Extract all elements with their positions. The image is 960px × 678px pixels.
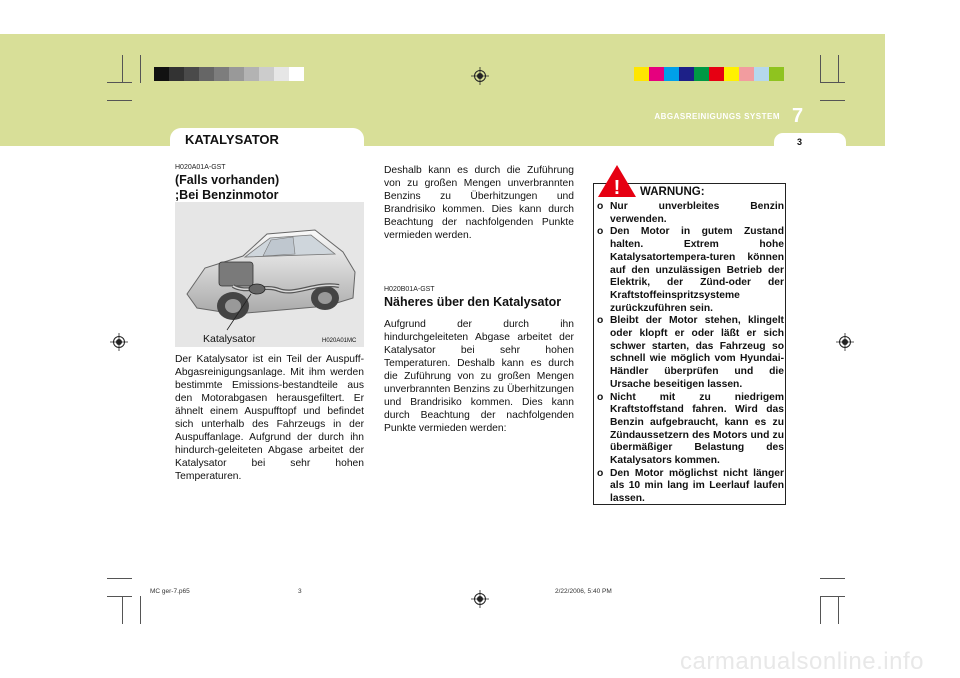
warning-item-text: Nicht mit zu niedrigem Kraftstoffstand fahren. Wird das Benzin aufgebraucht, kann es zu Zündaussetzern des Motors und zu übermäßiger Belastung des Katalysators kommen. xyxy=(610,391,784,467)
warning-item xyxy=(597,201,784,226)
crop-mark xyxy=(107,100,132,101)
bullet: o xyxy=(597,467,604,479)
bullet: o xyxy=(597,391,604,403)
car-illustration xyxy=(175,202,364,347)
calibration-swatch xyxy=(289,67,304,81)
figure-label: Katalysator xyxy=(203,333,256,345)
calibration-swatch xyxy=(739,67,754,81)
middle-column xyxy=(384,164,574,435)
intro-paragraph: Deshalb kann es durch die Zuführung von zu großen Mengen unverbrannten Benzins zu Überhitzungen und Brandrisiko kommen. Dies kann durch Beachtung der nachfolgenden Punkte vermieden werden. xyxy=(384,165,574,241)
calibration-swatch xyxy=(709,67,724,81)
warning-title: WARNUNG: xyxy=(640,186,705,198)
section-heading: Näheres über den Katalysator xyxy=(384,295,562,309)
crop-mark xyxy=(838,596,839,624)
crop-mark xyxy=(838,55,839,83)
bullet: o xyxy=(597,226,604,238)
bullet: o xyxy=(597,201,604,212)
page-number-tab xyxy=(774,133,846,151)
chapter-number: 7 xyxy=(792,105,804,127)
section-code: H020A01A-GST xyxy=(175,164,226,171)
footer-date: 2/22/2006, 5:40 PM xyxy=(555,588,612,595)
watermark: carmanualsonline.info xyxy=(680,648,924,675)
header-band xyxy=(0,34,885,146)
warning-glyph: ! xyxy=(613,177,621,198)
calibration-swatch xyxy=(274,67,289,81)
color-calibration-strip xyxy=(634,67,784,81)
section-title: KATALYSATOR xyxy=(185,132,279,147)
calibration-swatch xyxy=(694,67,709,81)
warning-list xyxy=(597,201,784,506)
warning-item xyxy=(597,226,784,315)
calibration-swatch xyxy=(679,67,694,81)
section-code: H020B01A-GST xyxy=(384,286,435,293)
calibration-swatch xyxy=(769,67,784,81)
calibration-swatch xyxy=(664,67,679,81)
calibration-swatch xyxy=(184,67,199,81)
chapter-title: ABGASREINIGUNGS SYSTEM xyxy=(654,112,780,121)
crop-mark xyxy=(820,596,821,624)
crop-mark xyxy=(140,55,141,83)
crop-mark xyxy=(820,100,845,101)
left-column-header xyxy=(175,164,364,203)
calibration-swatch xyxy=(259,67,274,81)
catalytic-converter-figure xyxy=(175,202,364,347)
calibration-swatch xyxy=(214,67,229,81)
crop-mark xyxy=(122,55,123,83)
body-paragraph: Der Katalysator ist ein Teil der Auspuff-Abgasreinigungsanlage. Mit ihm werden bestimmte Emissions-bestandteile aus den Motorabgasen herausgefiltert. Er ähnelt einem Auspufftopf und befindet sich unterhalb des Fahrzeugs in der Auspuffanlage. Aufgrund der durch ihn hindurch-geleiteten Abgase arbeitet der Katalysator bei sehr hohen Temperaturen. xyxy=(175,354,364,482)
calibration-swatch xyxy=(244,67,259,81)
crop-mark xyxy=(122,596,123,624)
crop-mark xyxy=(107,82,132,83)
warning-item-text: Nur unverbleites Benzin verwenden. xyxy=(610,201,784,225)
calibration-swatch xyxy=(169,67,184,81)
warning-item xyxy=(597,392,784,468)
bullet: o xyxy=(597,315,604,327)
crop-mark xyxy=(820,82,845,83)
calibration-swatch xyxy=(634,67,649,81)
crop-mark xyxy=(107,578,132,579)
calibration-swatch xyxy=(649,67,664,81)
warning-item xyxy=(597,315,784,391)
calibration-swatch xyxy=(154,67,169,81)
left-column-body xyxy=(175,353,364,483)
footer-filename: MC ger-7.p65 xyxy=(150,588,190,595)
registration-mark-icon xyxy=(471,590,489,608)
warning-item-text: Den Motor in gutem Zustand halten. Extrem hohe Katalysatortempera-turen können auf den unzulässigen Betrieb der Elektrik, der Zünd-oder der Kraftstoffeinspritzsysteme zurückzuführen sein. xyxy=(610,226,784,314)
warning-item-text: Den Motor möglichst nicht länger als 10 min lang im Leerlauf laufen lassen. xyxy=(610,467,784,505)
figure-code: H020A01MC xyxy=(322,338,357,344)
page-number: 3 xyxy=(797,137,803,147)
calibration-swatch xyxy=(754,67,769,81)
grayscale-calibration-strip xyxy=(154,67,304,81)
calibration-swatch xyxy=(199,67,214,81)
calibration-swatch xyxy=(229,67,244,81)
calibration-swatch xyxy=(724,67,739,81)
crop-mark xyxy=(820,55,821,83)
warning-item-text: Bleibt der Motor stehen, klingelt oder klopft er oder läßt er sich schwer starten, das Fahrzeug so schnell wie möglich vom Hyundai-Händler überprüfen und die Ursache beseitigen lassen. xyxy=(610,315,784,390)
crop-mark xyxy=(107,596,132,597)
crop-mark xyxy=(140,596,141,624)
heading-line-1: (Falls vorhanden) xyxy=(175,173,280,187)
warning-triangle-icon xyxy=(597,164,637,198)
registration-mark-icon xyxy=(471,67,489,85)
footer-page: 3 xyxy=(298,588,302,595)
warning-item xyxy=(597,468,784,506)
crop-mark xyxy=(820,596,845,597)
registration-mark-icon xyxy=(110,333,128,351)
body-paragraph: Aufgrund der durch ihn hindurchgeleiteten Abgase arbeitet der Katalysator bei sehr hohen Temperaturen. Deshalb kann es durch die Zuführung von zu großen Mengen unverbrannten Benzins zu Überhitzungen und Brandrisiko kommen. Dies kann durch Beachtung der nachfolgenden Punkte vermieden werden: xyxy=(384,319,574,434)
registration-mark-icon xyxy=(836,333,854,351)
crop-mark xyxy=(820,578,845,579)
heading-line-2: ;Bei Benzinmotor xyxy=(175,188,279,202)
